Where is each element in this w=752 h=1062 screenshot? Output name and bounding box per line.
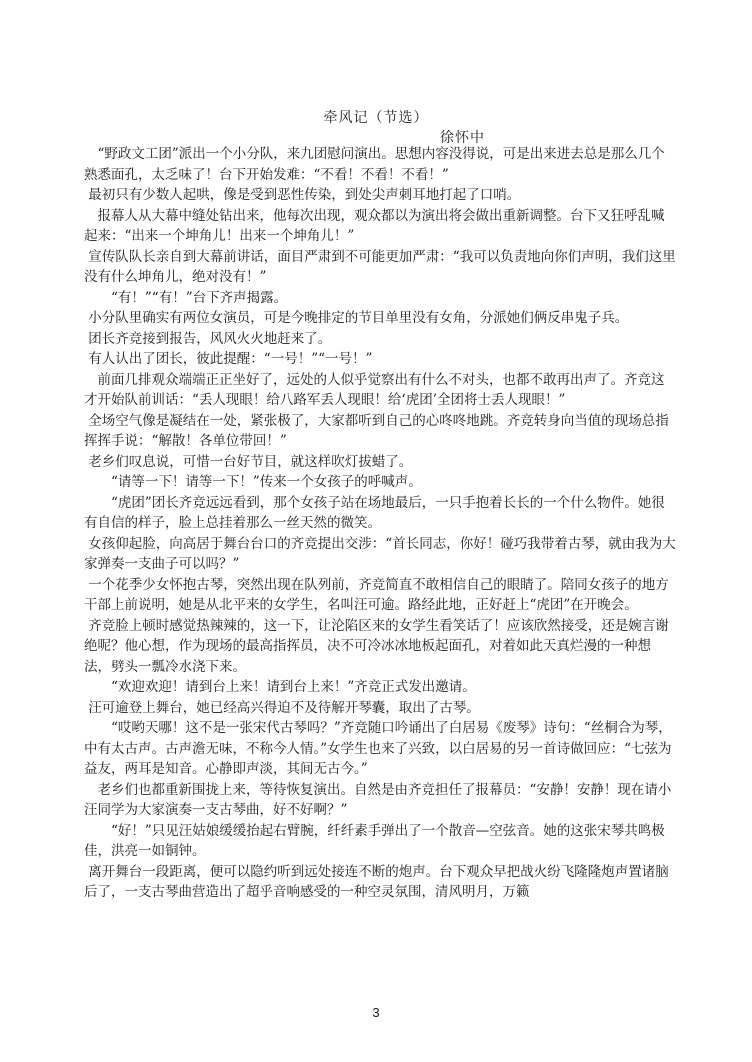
paragraph: 最初只有少数人起哄，像是受到恶性传染，到处尖声刺耳地打起了口哨。 <box>84 187 521 203</box>
paragraph: 老乡们也都重新围拢上来，等待恢复演出。自然是由齐竞担任了报幕员：“安静！安静！现在请小汪同学为大家演奏一支古琴曲，好不好啊？” <box>84 781 672 818</box>
paragraph: 一个花季少女怀抱古琴，突然出现在队列前，齐竞简直不敢相信自己的眼睛了。陪同女孩子的地方干部上前说明，她是从北平来的女学生，名叫汪可逾。路经此地，正好赶上“虎团”在开晚会。 <box>84 576 669 613</box>
paragraph: 小分队里确实有两位女演员，可是今晚排定的节目单里没有女角，分派她们俩反串鬼子兵。 <box>84 310 629 326</box>
page-number: 3 <box>372 1005 380 1020</box>
paragraph: 离开舞台一段距离，便可以隐约听到远处接连不断的炮声。台下观众早把战火纷飞隆隆炮声置诸脑后了，一支古琴曲营造出了超乎音响感受的一种空灵氛围，清风明月，万籁 <box>84 863 669 900</box>
paragraph: 老乡们叹息说，可惜一台好节目，就这样吹灯拔蜡了。 <box>84 453 413 470</box>
paragraph: “好！”只见汪姑娘缓缓抬起右臂腕，纤纤素手弹出了一个散音—空弦音。她的这张宋琴共鸣极佳，洪亮一如铜钟。 <box>84 822 665 859</box>
paragraph: 汪可逾登上舞台，她已经高兴得迫不及待解开琴囊，取出了古琴。 <box>84 699 480 716</box>
paragraph: 前面几排观众端端正正坐好了，远处的人似乎觉察出有什么不对头，也都不敢再出声了。齐竞这才开始队前训话：“丢人现眼！给八路军丢人现眼！给‘虎团’全团将士丢人现眼！” <box>84 371 665 408</box>
paragraph: “虎团”团长齐竞远远看到，那个女孩子站在场地最后，一只手抱着长长的一个什么物件。她很有自信的样子，脸上总挂着那么一丝天然的微笑。 <box>84 494 665 531</box>
paragraph: 女孩仰起脸，向高居于舞台台口的齐竞提出交涉：“首长同志，你好！碰巧我带着古琴，就由我为大家弹奏一支曲子可以吗？” <box>84 535 676 572</box>
paragraph: “哎哟天哪！这不是一张宋代古琴吗？”齐竞随口吟诵出了白居易《废琴》诗句：“丝桐合为琴，中有太古声。古声澹无味，不称今人情。”女学生也来了兴致，以白居易的另一首诗做回应：“七弦为益友，两耳是知音。心静即声淡，其间无古今。” <box>84 720 672 777</box>
paragraph: 团长齐竞接到报告，风风火火地赶来了。 <box>84 330 332 347</box>
paragraph: 全场空气像是凝结在一处，紧张极了，大家都听到自己的心咚咚地跳。齐竞转身向当值的现场总指挥挥手说：“解散！各单位带回！” <box>84 412 669 449</box>
paragraph: 宣传队队长亲自到大幕前讲话，面目严肃到不可能更加严肃：“我可以负责地向你们声明，我们这里没有什么坤角儿，绝对没有！” <box>84 248 676 285</box>
paragraph: 报幕人从大幕中缝处钻出来，他每次出现，观众都以为演出将会做出重新调整。台下又狂呼乱喊起来：“出来一个坤角儿！出来一个坤角儿！” <box>84 207 665 244</box>
paragraph: 有人认出了团长，彼此提醒：“一号！”“一号！” <box>84 351 373 367</box>
paragraph: “野政文工团”派出一个小分队，来九团慰问演出。思想内容没得说，可是出来进去总是那么几个熟悉面孔，太乏味了！台下开始发难：“不看！不看！不看！” <box>84 146 665 183</box>
paragraph: 齐竞脸上顿时感觉热辣辣的，这一下，让沦陷区来的女学生看笑话了！应该欣然接受，还是婉言谢绝呢？他心想，作为现场的最高指挥员，决不可冷冰冰地板起面孔，对着如此天真烂漫的一种想法，劈头一瓢冷水浇下来。 <box>84 617 669 675</box>
paragraph: “有！”“有！”台下齐声揭露。 <box>84 289 288 306</box>
article-author: 徐怀中 <box>440 130 485 146</box>
article-title: 牵风记（节选） <box>323 110 429 126</box>
paragraph: “请等一下！请等一下！”传来一个女孩子的呼喊声。 <box>84 474 422 490</box>
paragraph: “欢迎欢迎！请到台上来！请到台上来！”齐竞正式发出邀请。 <box>84 679 476 695</box>
article-body <box>84 144 676 903</box>
